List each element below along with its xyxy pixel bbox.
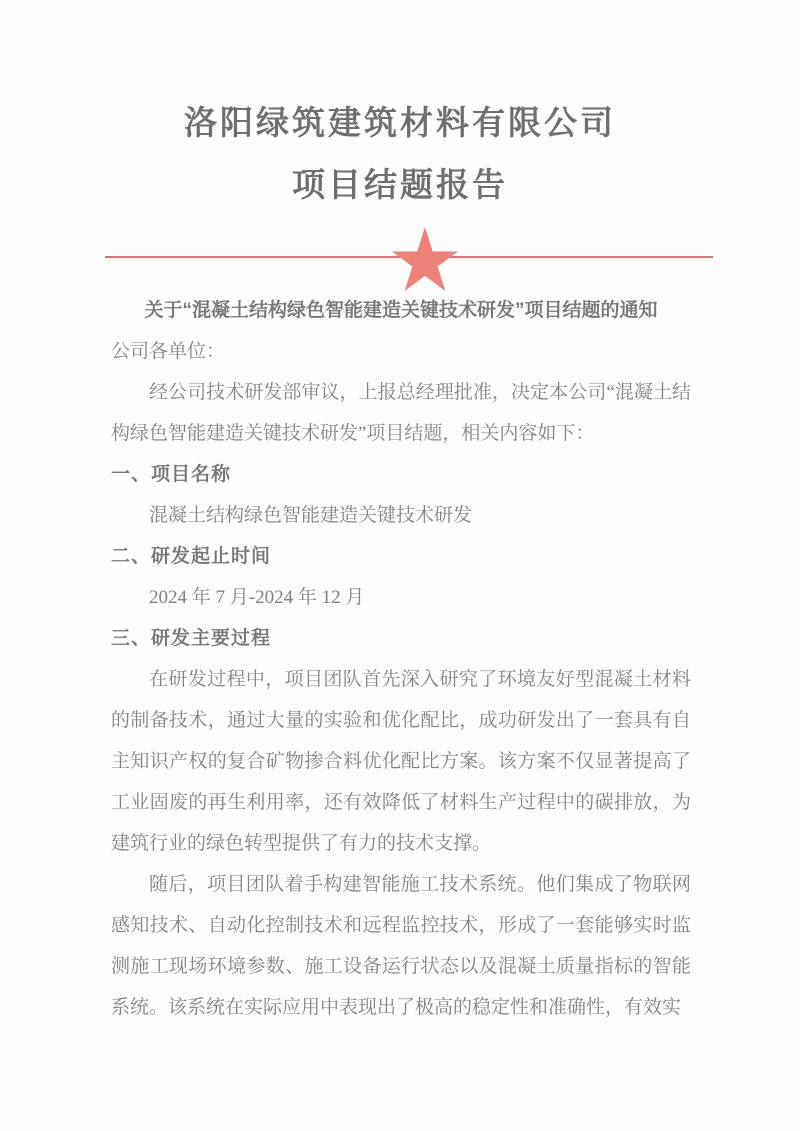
section-2-content: 2024 年 7 月-2024 年 12 月 bbox=[149, 587, 365, 608]
section-1-heading: 一、项目名称 bbox=[111, 464, 232, 485]
section-3-heading: 三、研发主要过程 bbox=[111, 628, 272, 649]
report-title: 项目结题报告 bbox=[292, 166, 508, 203]
section-3-paragraph-1: 在研发过程中，项目团队首先深入研究了环境友好型混凝土材料的制备技术，通过大量的实验和优化配比，成功研发出了一套具有自主知识产权的复合矿物掺合料优化配比方案。该方案不仅显著提高了工业固废的再生利用率，还有效降低了材料生产过程中的碳排放，为建筑行业的绿色转型提供了有力的技术支撑。 bbox=[111, 669, 691, 854]
intro-paragraph: 经公司技术研发部审议，上报总经理批准，决定本公司“混凝土结构绿色智能建造关键技术研发”项目结题，相关内容如下： bbox=[111, 382, 691, 444]
section-2-heading: 二、研发起止时间 bbox=[111, 546, 272, 567]
notice-subject-line: 关于“混凝土结构绿色智能建造关键技术研发”项目结题的通知 bbox=[144, 300, 658, 321]
section-3-paragraph-2: 随后，项目团队着手构建智能施工技术系统。他们集成了物联网感知技术、自动化控制技术和远程监控技术，形成了一套能够实时监测施工现场环境参数、施工设备运行状态以及混凝土质量指标的智能系统。该系统在实际应用中表现出了极高的稳定性和准确性，有效实 bbox=[111, 874, 691, 1018]
star-icon bbox=[392, 227, 458, 291]
company-name-title: 洛阳绿筑建筑材料有限公司 bbox=[184, 104, 616, 141]
salutation: 公司各单位： bbox=[111, 341, 226, 362]
document-body bbox=[111, 290, 691, 1028]
section-1-content: 混凝土结构绿色智能建造关键技术研发 bbox=[149, 505, 473, 526]
